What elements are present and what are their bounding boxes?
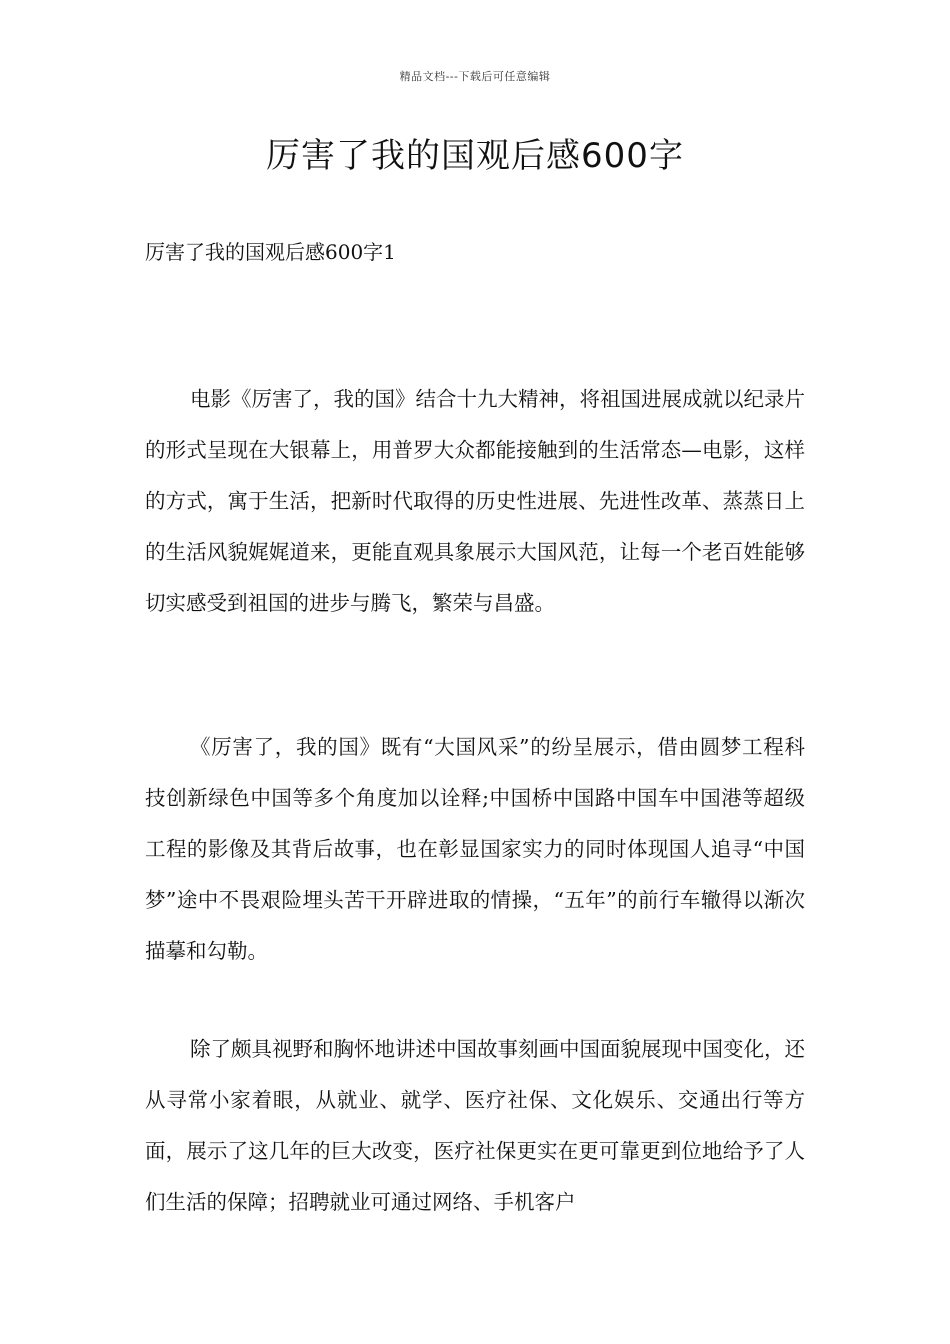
body-paragraph-1: 电影《厉害了，我的国》结合十九大精神，将祖国进展成就以纪录片的形式呈现在大银幕上，用普罗大众都能接触到的生活常态—电影，这样的方式，寓于生活，把新时代取得的历史性进展、先进性改革、蒸蒸日上的生活风貌娓娓道来，更能直观具象展示大国风范，让每一个老百姓能够切实感受到祖国的进步与腾飞，繁荣与昌盛。 bbox=[145, 387, 805, 615]
body-paragraph-2: 《厉害了，我的国》既有“大国风采”的纷呈展示，借由圆梦工程科技创新绿色中国等多个角度加以诠释;中国桥中国路中国车中国港等超级工程的影像及其背后故事，也在彰显国家实力的同时体现国人追寻“中国梦”途中不畏艰险埋头苦干开辟进取的情操，“五年”的前行车辙得以渐次描摹和勾勒。 bbox=[145, 735, 805, 963]
section-subtitle: 厉害了我的国观后感600字1 bbox=[145, 240, 396, 264]
document-title: 厉害了我的国观后感600字 bbox=[266, 136, 684, 176]
header-note: 精品文档---下载后可任意编辑 bbox=[399, 70, 551, 83]
body-paragraph-3: 除了颇具视野和胸怀地讲述中国故事刻画中国面貌展现中国变化，还从寻常小家着眼，从就业、就学、医疗社保、文化娱乐、交通出行等方面，展示了这几年的巨大改变，医疗社保更实在更可靠更到位地给予了人们生活的保障；招聘就业可通过网络、手机客户 bbox=[145, 1037, 805, 1214]
